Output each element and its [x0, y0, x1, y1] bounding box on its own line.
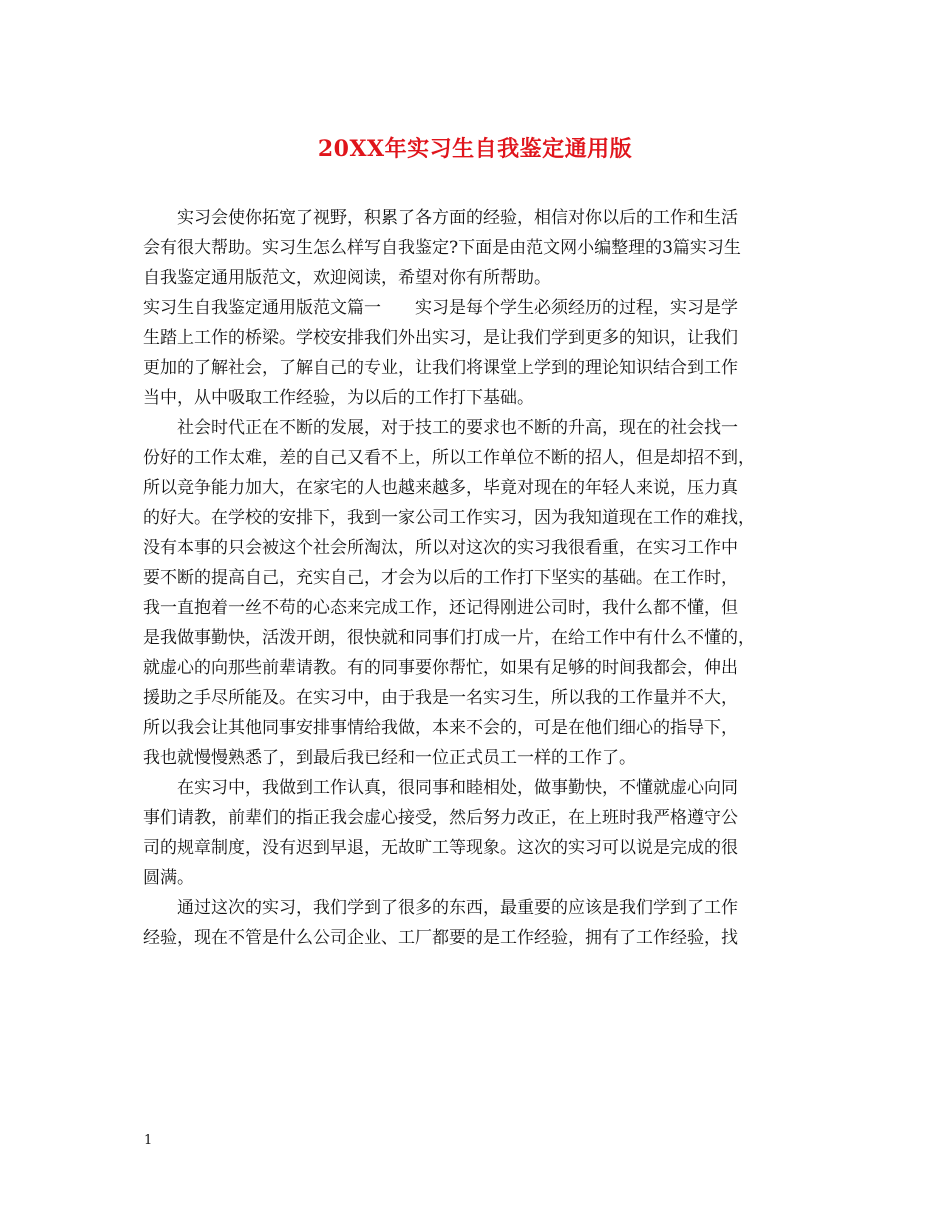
text-line: 是我做事勤快，活泼开朗，很快就和同事们打成一片，在给工作中有什么不懂的，: [143, 628, 755, 648]
document-title: 20XX年实习生自我鉴定通用版: [317, 136, 633, 162]
text-line: 实习会使你拓宽了视野，积累了各方面的经验，相信对你以后的工作和生活: [143, 208, 738, 228]
text-line: 就虚心的向那些前辈请教。有的同事要你帮忙，如果有足够的时间我都会，伸出: [143, 658, 738, 678]
text-line: 要不断的提高自己，充实自己，才会为以后的工作打下坚实的基础。在工作时，: [143, 568, 738, 588]
text-line: 事们请教，前辈们的指正我会虚心接受，然后努力改正，在上班时我严格遵守公: [143, 808, 738, 828]
text-line: 会有很大帮助。实习生怎么样写自我鉴定?下面是由范文网小编整理的3篇实习生: [143, 238, 741, 258]
text-line: 的好大。在学校的安排下，我到一家公司工作实习，因为我知道现在工作的难找，: [143, 508, 755, 528]
text-line: 我也就慢慢熟悉了，到最后我已经和一位正式员工一样的工作了。: [143, 748, 636, 768]
text-line: 通过这次的实习，我们学到了很多的东西，最重要的应该是我们学到了工作: [143, 898, 738, 918]
text-line: 生踏上工作的桥梁。学校安排我们外出实习，是让我们学到更多的知识，让我们: [143, 328, 738, 348]
text-line: 司的规章制度，没有迟到早退，无故旷工等现象。这次的实习可以说是完成的很: [143, 838, 738, 858]
text-line: 实习生自我鉴定通用版范文篇一 实习是每个学生必须经历的过程，实习是学: [143, 298, 738, 318]
document-body: [143, 203, 815, 953]
text-line: 社会时代正在不断的发展，对于技工的要求也不断的升高，现在的社会找一: [143, 418, 738, 438]
text-line: 圆满。: [143, 868, 194, 888]
text-line: 当中，从中吸取工作经验，为以后的工作打下基础。: [143, 388, 534, 408]
text-line: 所以我会让其他同事安排事情给我做，本来不会的，可是在他们细心的指导下，: [143, 718, 738, 738]
text-line: 我一直抱着一丝不苟的心态来完成工作，还记得刚进公司时，我什么都不懂，但: [143, 598, 738, 618]
text-line: 援助之手尽所能及。在实习中，由于我是一名实习生，所以我的工作量并不大，: [143, 688, 738, 708]
text-line: 自我鉴定通用版范文，欢迎阅读，希望对你有所帮助。: [143, 268, 551, 288]
text-line: 没有本事的只会被这个社会所淘汰，所以对这次的实习我很看重，在实习工作中: [143, 538, 738, 558]
page-number: 1: [144, 1133, 153, 1148]
text-line: 所以竞争能力加大，在家宅的人也越来越多，毕竟对现在的年轻人来说，压力真: [143, 478, 738, 498]
text-line: 更加的了解社会，了解自己的专业，让我们将课堂上学到的理论知识结合到工作: [143, 358, 738, 378]
text-line: 份好的工作太难，差的自己又看不上，所以工作单位不断的招人，但是却招不到，: [143, 448, 755, 468]
text-line: 经验，现在不管是什么公司企业、工厂都要的是工作经验，拥有了工作经验，找: [143, 928, 738, 948]
text-line: 在实习中，我做到工作认真，很同事和睦相处，做事勤快，不懂就虚心向同: [143, 778, 738, 798]
